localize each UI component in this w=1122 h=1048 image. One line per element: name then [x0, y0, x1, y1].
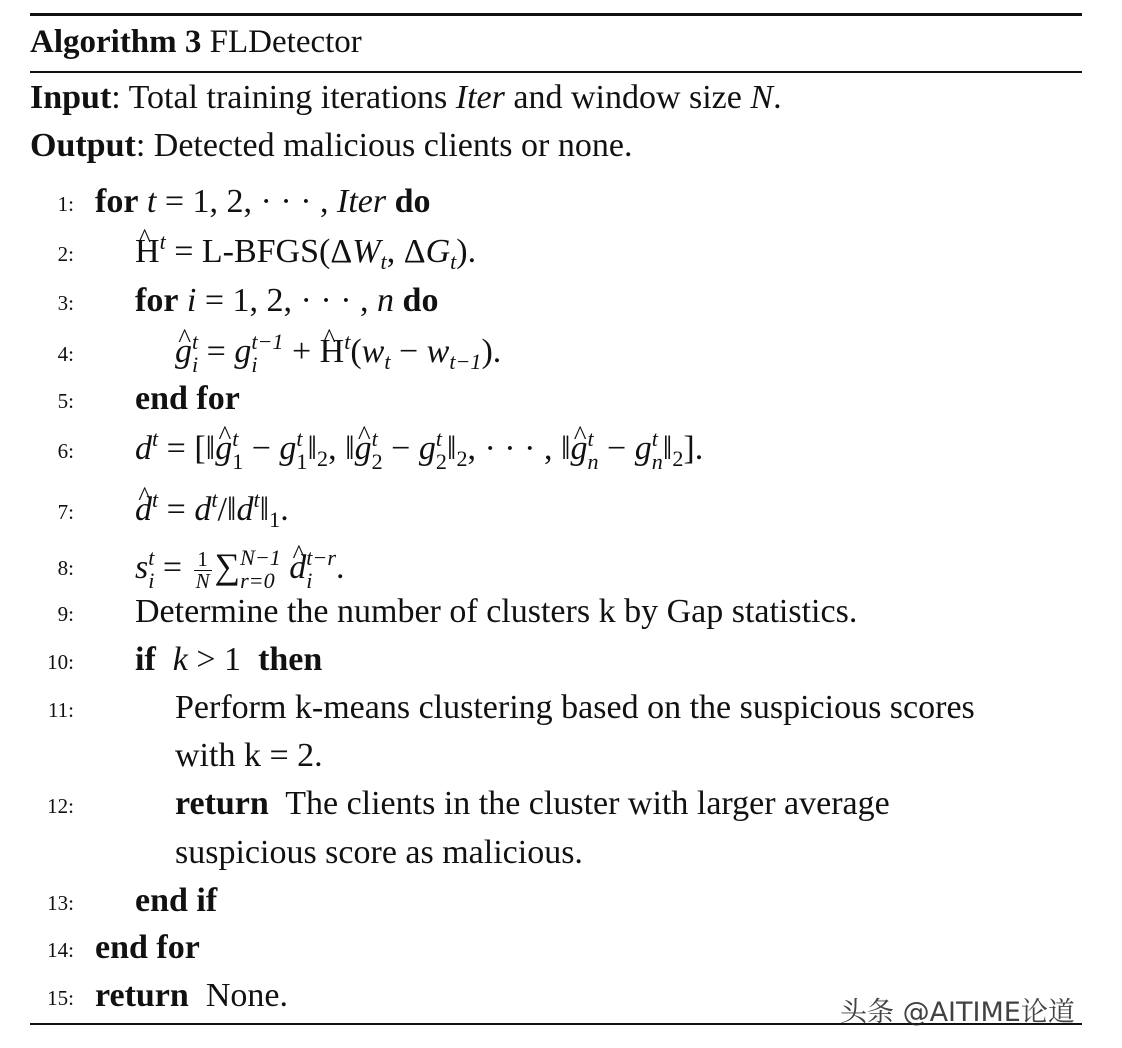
- line-number: 8:: [57, 556, 74, 580]
- line-body: s t i = $\frac{1}{N}$ ∑ N−1 r=0 ^ d t−r i .: [135, 542, 344, 593]
- algo-line-8: [0, 542, 1122, 594]
- algo-line-7: [0, 486, 1122, 534]
- kw-end-for: end for: [135, 380, 240, 417]
- kw-end-if: end if: [135, 882, 218, 919]
- output-text: : Detected malicious clients or none.: [135, 127, 633, 164]
- algo-line-9: [0, 588, 1122, 636]
- line-number: 13:: [47, 891, 74, 915]
- algo-line-12: [0, 780, 1122, 828]
- algo-line-11: [0, 684, 1122, 732]
- line-number: 2:: [57, 242, 74, 266]
- line-body: suspicious score as malicious.: [175, 834, 583, 871]
- output-line: [30, 126, 632, 166]
- kw-do: do: [402, 282, 439, 319]
- algo-line-14: [0, 924, 1122, 972]
- algo-line-10: [0, 636, 1122, 684]
- return-text: The clients in the cluster with larger average: [285, 785, 890, 822]
- kw-return: return: [95, 977, 189, 1014]
- line-body: if k > 1 then: [135, 641, 323, 678]
- kw-if: if: [135, 641, 156, 678]
- input-and: and window size: [504, 79, 751, 116]
- algo-line-5: [0, 375, 1122, 423]
- output-label: Output: [30, 127, 136, 164]
- kw-end-for: end for: [95, 929, 200, 966]
- line-body: [95, 972, 288, 1020]
- line-number: 10:: [47, 650, 74, 674]
- kw-for: for: [95, 183, 139, 220]
- line-body: [135, 877, 217, 925]
- line-number: 5:: [57, 389, 74, 413]
- kw-then: then: [258, 641, 323, 678]
- algo-line-12-cont: [0, 829, 1122, 877]
- algo-line-3: [0, 277, 1122, 325]
- input-iter: Iter: [455, 79, 505, 116]
- line-body: for t = 1, 2, · · · , Iter do: [95, 183, 431, 220]
- input-line: [30, 78, 782, 118]
- algo-line-1: [0, 178, 1122, 226]
- line-body: $d^t$ = [‖^ g t 1 − g t 1 $‖_2$, ‖^ g t 2 − g t 2 $‖_2$, · · · , ‖^ g t n − g t n $‖_2$].: [135, 425, 703, 474]
- algorithm-title: [30, 22, 362, 62]
- line-number: 1:: [57, 192, 74, 216]
- line-body: ^ $d^t$ = $d^t/‖d^t‖_1$.: [135, 486, 289, 534]
- line-number: 12:: [47, 794, 74, 818]
- line-number: 11:: [47, 698, 74, 722]
- kw-for: for: [135, 282, 179, 319]
- line-number: 4:: [57, 342, 74, 366]
- input-end: .: [773, 79, 782, 116]
- line-body: [175, 780, 890, 828]
- algo-line-2: [0, 228, 1122, 276]
- line-number: 9:: [57, 602, 74, 626]
- kw-do: do: [394, 183, 431, 220]
- algorithm-name: FLDetector: [209, 24, 362, 60]
- algo-line-13: [0, 877, 1122, 925]
- line-body: ^ $H^t$ = $L-BFGS(\Delta W_t$, $\Delta G_t$).: [135, 228, 476, 276]
- kw-return: return: [175, 785, 269, 822]
- input-text: : Total training iterations: [111, 79, 448, 116]
- line-body: with k = 2.: [175, 737, 323, 774]
- iter-var: Iter: [337, 183, 387, 220]
- line-number: 7:: [57, 500, 74, 524]
- input-n: N: [750, 79, 774, 116]
- line-body: ^ g t i = g t−1 i + ^ $H^t(w_t - w_{t-1})$.: [175, 328, 501, 377]
- watermark: 头条 @AITIME论道: [840, 997, 1075, 1028]
- line-body: Perform k-means clustering based on the suspicious scores: [175, 689, 975, 726]
- top-rule: [30, 13, 1082, 16]
- algo-line-6: [0, 425, 1122, 473]
- return-none: None.: [205, 977, 288, 1014]
- algorithm-label: Algorithm 3: [30, 24, 202, 60]
- line-number: 14:: [47, 938, 74, 962]
- input-label: Input: [30, 79, 112, 116]
- title-rule: [30, 71, 1082, 73]
- line-number: 15:: [47, 986, 74, 1010]
- line-body: for i = 1, 2, · · · , n do: [135, 282, 439, 319]
- line-body: [95, 924, 200, 972]
- line-body: Determine the number of clusters k by Gap statistics.: [135, 593, 858, 630]
- algo-line-4: [0, 328, 1122, 376]
- algo-line-11-cont: [0, 732, 1122, 780]
- line-number: 3:: [57, 291, 74, 315]
- line-number: 6:: [57, 439, 74, 463]
